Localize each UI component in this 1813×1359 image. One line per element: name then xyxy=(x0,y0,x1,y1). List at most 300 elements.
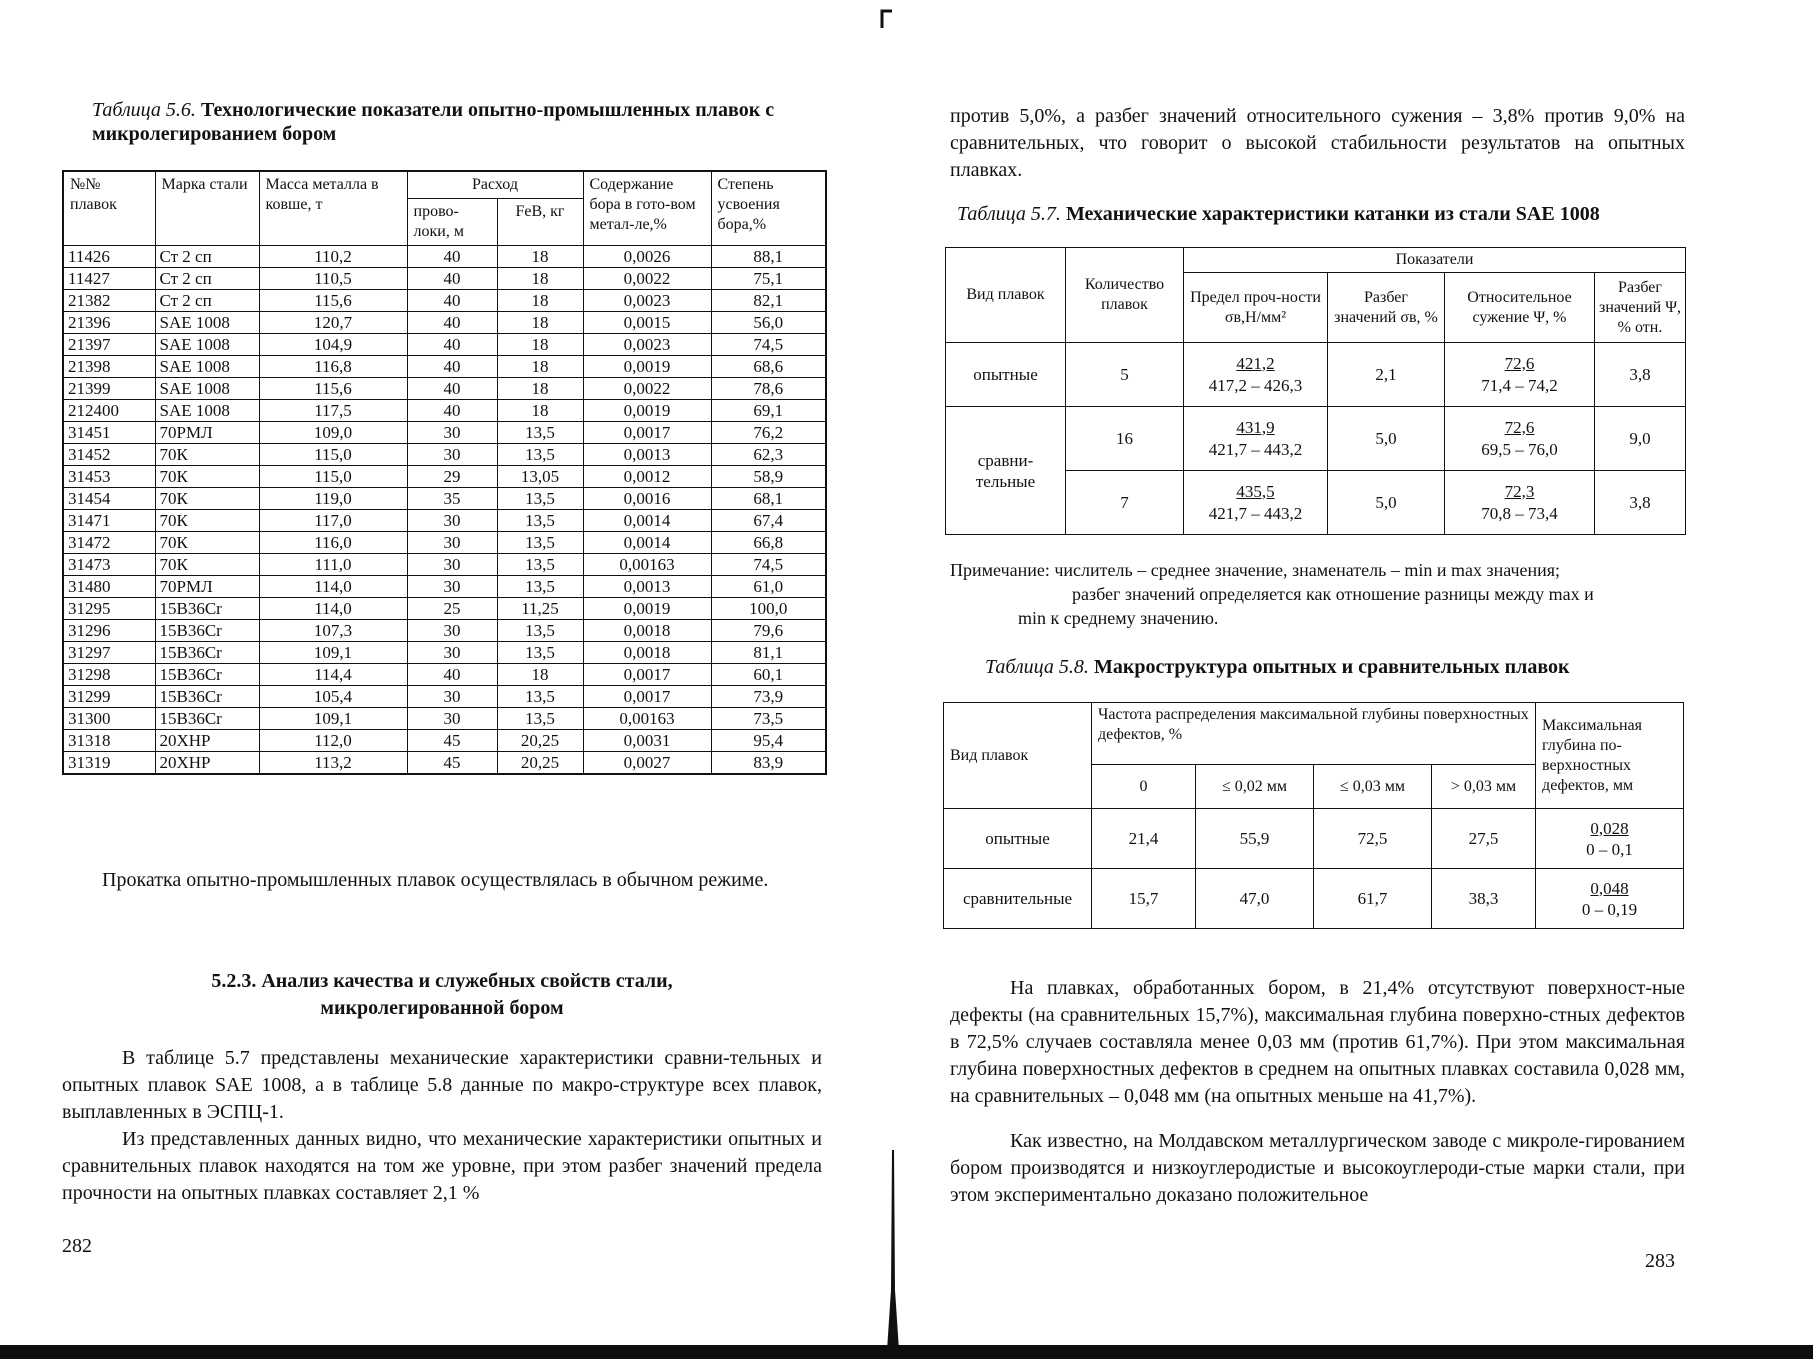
contraction-spread: 3,8 xyxy=(1595,471,1686,535)
cell-mass: 117,5 xyxy=(259,400,407,422)
contraction-mean: 72,6 xyxy=(1504,417,1535,437)
cell-le-002: 55,9 xyxy=(1196,809,1314,869)
cell-feb: 13,5 xyxy=(497,488,583,510)
cell-boron: 0,0022 xyxy=(583,378,711,400)
cell-feb: 18 xyxy=(497,290,583,312)
contraction-range: 71,4 – 74,2 xyxy=(1481,375,1558,395)
cell-melt-no: 11427 xyxy=(63,268,155,290)
cell-wire: 35 xyxy=(407,488,497,510)
depth-fraction xyxy=(1536,809,1684,869)
strength-mean: 431,9 xyxy=(1236,417,1275,437)
cell-degree: 58,9 xyxy=(711,466,826,488)
right-paragraph-2-text: Как известно, на Молдавском металлургическом заводе с микроле-гированием бором производятся и низкоуглеродистые и высокоуглероди-стые марки стали, при этом экспериментально доказано положительное xyxy=(950,1130,1685,1206)
cell-boron: 0,0019 xyxy=(583,598,711,620)
cell-wire: 40 xyxy=(407,246,497,268)
strength-mean: 435,5 xyxy=(1236,481,1275,501)
cell-degree: 67,4 xyxy=(711,510,826,532)
cell-feb: 18 xyxy=(497,400,583,422)
depth-fraction xyxy=(1536,869,1684,929)
table-5-8 xyxy=(943,702,1684,929)
table-row xyxy=(63,620,826,642)
section-heading xyxy=(62,968,822,1022)
cell-boron: 0,0017 xyxy=(583,664,711,686)
table-row xyxy=(63,422,826,444)
table-5-7-note xyxy=(950,558,1690,630)
col-header-count: Количество плавок xyxy=(1066,248,1184,343)
table-5-6-caption-title: Технологические показатели опытно-промышленных плавок с микролегированием бором xyxy=(92,99,775,145)
table-row xyxy=(63,488,826,510)
section-heading-line-2: микролегированной бором xyxy=(320,997,564,1019)
cell-wire: 30 xyxy=(407,642,497,664)
cell-degree: 73,5 xyxy=(711,708,826,730)
cell-grade: 15B36Cr xyxy=(155,664,259,686)
cell-le-002: 47,0 xyxy=(1196,869,1314,929)
cell-melt-no: 21396 xyxy=(63,312,155,334)
cell-feb: 13,5 xyxy=(497,686,583,708)
cell-degree: 69,1 xyxy=(711,400,826,422)
col-header-strength: Предел проч-ности σв,Н/мм² xyxy=(1184,273,1328,343)
cell-degree: 74,5 xyxy=(711,554,826,576)
table-5-7-caption xyxy=(957,202,1697,226)
col-header-max-depth: Максимальная глубина по-верхностных дефектов, мм xyxy=(1536,703,1684,809)
table-5-6-caption xyxy=(92,98,822,146)
cell-melt-no: 31297 xyxy=(63,642,155,664)
contraction-range: 69,5 – 76,0 xyxy=(1481,439,1558,459)
cell-degree: 73,9 xyxy=(711,686,826,708)
cell-wire: 30 xyxy=(407,532,497,554)
depth-range: 0 – 0,1 xyxy=(1586,839,1633,859)
cell-gt-003: 38,3 xyxy=(1432,869,1536,929)
cell-melt-no: 31300 xyxy=(63,708,155,730)
strength-spread: 2,1 xyxy=(1328,343,1445,407)
cell-mass: 109,0 xyxy=(259,422,407,444)
table-5-8-caption xyxy=(985,655,1705,679)
cell-feb: 18 xyxy=(497,246,583,268)
cell-grade: Ст 2 сп xyxy=(155,268,259,290)
cell-grade: 15B36Cr xyxy=(155,642,259,664)
cell-grade: 70К xyxy=(155,554,259,576)
table-row xyxy=(946,407,1686,471)
cell-feb: 18 xyxy=(497,334,583,356)
cell-feb: 13,5 xyxy=(497,576,583,598)
depth-mean: 0,028 xyxy=(1590,818,1629,838)
cell-wire: 45 xyxy=(407,752,497,775)
cell-feb: 13,5 xyxy=(497,642,583,664)
cell-grade: 20ХНР xyxy=(155,752,259,775)
strength-fraction xyxy=(1184,471,1328,535)
cell-boron: 0,0014 xyxy=(583,510,711,532)
cell-degree: 68,1 xyxy=(711,488,826,510)
table-5-8-caption-title: Макроструктура опытных и сравнительных плавок xyxy=(1093,656,1570,678)
cell-degree: 62,3 xyxy=(711,444,826,466)
cell-degree: 83,9 xyxy=(711,752,826,775)
cell-le-003: 72,5 xyxy=(1314,809,1432,869)
rolling-text: Прокатка опытно-промышленных плавок осуществлялась в обычном режиме. xyxy=(102,869,769,891)
cell-mass: 109,1 xyxy=(259,708,407,730)
cell-mass: 110,5 xyxy=(259,268,407,290)
cell-mass: 115,6 xyxy=(259,290,407,312)
cell-wire: 30 xyxy=(407,422,497,444)
table-row xyxy=(63,752,826,775)
section-heading-line-1: 5.2.3. Анализ качества и служебных свойств стали, xyxy=(211,970,673,992)
cell-grade: 20ХНР xyxy=(155,730,259,752)
cell-grade: 70К xyxy=(155,532,259,554)
left-page xyxy=(0,0,905,1359)
cell-grade: 70К xyxy=(155,488,259,510)
row-type: сравни-тельные xyxy=(946,407,1066,535)
cell-grade: 15B36Cr xyxy=(155,620,259,642)
col-header-degree: Степень усвоения бора,% xyxy=(711,171,826,246)
cell-le-003: 61,7 xyxy=(1314,869,1432,929)
rolling-paragraph xyxy=(62,867,822,894)
cell-melt-no: 31296 xyxy=(63,620,155,642)
cell-melt-no: 31318 xyxy=(63,730,155,752)
cell-feb: 13,5 xyxy=(497,444,583,466)
right-paragraph-1-text: На плавках, обработанных бором, в 21,4% отсутствуют поверхност-ные дефекты (на сравнительных 15,7%), максимальная глубина поверхно-стных дефектов в 72,5% случаев составляла менее 0,03 мм (против 61,7%). При этом максимальная глубина поверхностных дефектов в среднем на опытных плавках составила 0,028 мм, на сравнительных – 0,048 мм (на опытных меньше на 41,7%). xyxy=(950,977,1685,1107)
strength-fraction xyxy=(1184,407,1328,471)
cell-mass: 109,1 xyxy=(259,642,407,664)
cell-wire: 40 xyxy=(407,400,497,422)
cell-mass: 116,0 xyxy=(259,532,407,554)
table-row xyxy=(63,686,826,708)
cell-degree: 78,6 xyxy=(711,378,826,400)
cell-melt-no: 212400 xyxy=(63,400,155,422)
cell-mass: 115,0 xyxy=(259,466,407,488)
depth-range: 0 – 0,19 xyxy=(1581,899,1638,919)
table-row xyxy=(63,246,826,268)
cell-mass: 119,0 xyxy=(259,488,407,510)
cell-melt-no: 31298 xyxy=(63,664,155,686)
col-header-gt-003: > 0,03 мм xyxy=(1432,765,1536,809)
cell-grade: 70РМЛ xyxy=(155,422,259,444)
cell-boron: 0,0014 xyxy=(583,532,711,554)
table-row xyxy=(63,598,826,620)
cell-feb: 18 xyxy=(497,356,583,378)
cell-zero: 15,7 xyxy=(1092,869,1196,929)
cell-feb: 13,5 xyxy=(497,422,583,444)
strength-range: 421,7 – 443,2 xyxy=(1208,503,1303,523)
row-type: сравнительные xyxy=(944,869,1092,929)
cell-feb: 18 xyxy=(497,268,583,290)
cell-grade: SAE 1008 xyxy=(155,334,259,356)
cell-wire: 30 xyxy=(407,510,497,532)
cell-melt-no: 31454 xyxy=(63,488,155,510)
cell-degree: 76,2 xyxy=(711,422,826,444)
strength-spread: 5,0 xyxy=(1328,471,1445,535)
strength-range: 421,7 – 443,2 xyxy=(1208,439,1303,459)
cell-grade: 70К xyxy=(155,510,259,532)
strength-spread: 5,0 xyxy=(1328,407,1445,471)
row-count: 16 xyxy=(1066,407,1184,471)
table-row xyxy=(63,466,826,488)
cell-wire: 30 xyxy=(407,620,497,642)
cell-degree: 82,1 xyxy=(711,290,826,312)
cell-wire: 40 xyxy=(407,290,497,312)
cell-mass: 114,0 xyxy=(259,576,407,598)
cell-melt-no: 21398 xyxy=(63,356,155,378)
row-type: опытные xyxy=(944,809,1092,869)
cell-boron: 0,0019 xyxy=(583,400,711,422)
cell-boron: 0,0023 xyxy=(583,334,711,356)
col-header-le-003: ≤ 0,03 мм xyxy=(1314,765,1432,809)
cell-degree: 61,0 xyxy=(711,576,826,598)
cell-boron: 0,0022 xyxy=(583,268,711,290)
col-header-feb: FeB, кг xyxy=(497,199,583,246)
cell-mass: 115,0 xyxy=(259,444,407,466)
book-spine-shadow xyxy=(886,1150,900,1350)
table-5-6-body xyxy=(63,246,826,775)
scan-bottom-edge xyxy=(0,1345,1813,1359)
depth-mean: 0,048 xyxy=(1590,878,1629,898)
cell-melt-no: 31452 xyxy=(63,444,155,466)
cell-degree: 74,5 xyxy=(711,334,826,356)
left-paragraph-2-text: Из представленных данных видно, что механические характеристики опытных и сравнительных плавок находятся на том же уровне, при этом разбег значений предела прочности на опытных плавках составляет 2,1 % xyxy=(62,1128,822,1204)
table-row xyxy=(63,290,826,312)
cell-boron: 0,00163 xyxy=(583,554,711,576)
cell-zero: 21,4 xyxy=(1092,809,1196,869)
note-line-1: Примечание: числитель – среднее значение, знаменатель – min и max значения; xyxy=(950,560,1561,580)
table-row xyxy=(63,334,826,356)
cell-mass: 120,7 xyxy=(259,312,407,334)
table-5-7-caption-label: Таблица 5.7. xyxy=(957,203,1061,225)
table-5-7-caption-title: Механические характеристики катанки из стали SAE 1008 xyxy=(1065,203,1600,225)
col-header-consumption: Расход xyxy=(407,171,583,199)
contraction-range: 70,8 – 73,4 xyxy=(1481,503,1558,523)
cell-feb: 11,25 xyxy=(497,598,583,620)
contraction-fraction xyxy=(1445,471,1595,535)
cell-degree: 81,1 xyxy=(711,642,826,664)
cell-wire: 30 xyxy=(407,554,497,576)
cell-melt-no: 31451 xyxy=(63,422,155,444)
cell-feb: 13,05 xyxy=(497,466,583,488)
table-5-6-caption-label: Таблица 5.6. xyxy=(92,99,196,121)
cell-wire: 29 xyxy=(407,466,497,488)
row-type: опытные xyxy=(946,343,1066,407)
cell-wire: 40 xyxy=(407,268,497,290)
table-row xyxy=(63,664,826,686)
cell-degree: 79,6 xyxy=(711,620,826,642)
table-row xyxy=(63,268,826,290)
col-header-indicators: Показатели xyxy=(1184,248,1686,273)
cell-melt-no: 11426 xyxy=(63,246,155,268)
table-row xyxy=(63,378,826,400)
table-row xyxy=(63,400,826,422)
contraction-spread: 9,0 xyxy=(1595,407,1686,471)
strength-fraction xyxy=(1184,343,1328,407)
cell-feb: 13,5 xyxy=(497,620,583,642)
table-row xyxy=(944,809,1684,869)
cell-grade: SAE 1008 xyxy=(155,378,259,400)
col-header-le-002: ≤ 0,02 мм xyxy=(1196,765,1314,809)
table-row xyxy=(63,532,826,554)
row-count: 5 xyxy=(1066,343,1184,407)
contraction-mean: 72,3 xyxy=(1504,481,1535,501)
cell-melt-no: 31299 xyxy=(63,686,155,708)
cell-wire: 45 xyxy=(407,730,497,752)
cell-grade: 15B36Cr xyxy=(155,598,259,620)
cell-degree: 66,8 xyxy=(711,532,826,554)
note-line-3: min к среднему значению. xyxy=(1018,608,1219,628)
col-header-strength-spread: Разбег значений σв, % xyxy=(1328,273,1445,343)
cell-boron: 0,0016 xyxy=(583,488,711,510)
cell-boron: 0,0012 xyxy=(583,466,711,488)
strength-mean: 421,2 xyxy=(1236,353,1275,373)
cell-wire: 40 xyxy=(407,312,497,334)
page-number-left: 282 xyxy=(62,1235,92,1257)
contraction-fraction xyxy=(1445,407,1595,471)
cell-grade: SAE 1008 xyxy=(155,312,259,334)
cell-feb: 18 xyxy=(497,312,583,334)
cell-degree: 68,6 xyxy=(711,356,826,378)
table-row xyxy=(63,708,826,730)
cell-boron: 0,0015 xyxy=(583,312,711,334)
table-5-6 xyxy=(62,170,827,775)
right-paragraph-1 xyxy=(950,975,1685,1110)
left-paragraph-2 xyxy=(62,1126,822,1207)
cell-wire: 30 xyxy=(407,576,497,598)
table-row xyxy=(63,576,826,598)
cell-melt-no: 21382 xyxy=(63,290,155,312)
cell-boron: 0,0013 xyxy=(583,576,711,598)
right-top-paragraph xyxy=(950,103,1685,184)
strength-range: 417,2 – 426,3 xyxy=(1208,375,1303,395)
cell-feb: 13,5 xyxy=(497,510,583,532)
table-row xyxy=(63,554,826,576)
cell-melt-no: 31480 xyxy=(63,576,155,598)
table-row xyxy=(63,356,826,378)
cell-wire: 25 xyxy=(407,598,497,620)
cell-wire: 40 xyxy=(407,356,497,378)
cell-feb: 20,25 xyxy=(497,752,583,775)
cell-grade: SAE 1008 xyxy=(155,356,259,378)
cell-wire: 30 xyxy=(407,686,497,708)
cell-boron: 0,0018 xyxy=(583,620,711,642)
cell-melt-no: 31453 xyxy=(63,466,155,488)
table-row xyxy=(63,730,826,752)
cell-melt-no: 31472 xyxy=(63,532,155,554)
note-line-2: разбег значений определяется как отношение разницы между max и xyxy=(1072,584,1594,604)
cell-boron: 0,0017 xyxy=(583,686,711,708)
table-row xyxy=(946,343,1686,407)
cell-grade: 70К xyxy=(155,466,259,488)
cell-mass: 117,0 xyxy=(259,510,407,532)
table-5-7 xyxy=(945,247,1686,535)
page-number-right: 283 xyxy=(1645,1250,1675,1272)
contraction-fraction xyxy=(1445,343,1595,407)
cell-boron: 0,0017 xyxy=(583,422,711,444)
table-row xyxy=(63,444,826,466)
cell-melt-no: 31473 xyxy=(63,554,155,576)
cell-grade: 70РМЛ xyxy=(155,576,259,598)
left-paragraph-1-text: В таблице 5.7 представлены механические характеристики сравни-тельных и опытных плавок SAE 1008, а в таблице 5.8 данные по макро-структуре всех плавок, выплавленных в ЭСПЦ-1. xyxy=(62,1047,822,1123)
right-paragraph-2 xyxy=(950,1128,1685,1209)
cell-grade: SAE 1008 xyxy=(155,400,259,422)
cell-melt-no: 31471 xyxy=(63,510,155,532)
contraction-mean: 72,6 xyxy=(1504,353,1535,373)
cell-grade: 15B36Cr xyxy=(155,686,259,708)
cell-grade: 15B36Cr xyxy=(155,708,259,730)
cell-boron: 0,0013 xyxy=(583,444,711,466)
cell-feb: 13,5 xyxy=(497,708,583,730)
col-header-boron: Содержание бора в гото-вом метал-ле,% xyxy=(583,171,711,246)
cell-degree: 60,1 xyxy=(711,664,826,686)
col-header-zero: 0 xyxy=(1092,765,1196,809)
right-top-paragraph-text: против 5,0%, а разбег значений относительного сужения – 3,8% против 9,0% на сравнительных, что говорит о высокой стабильности результатов на опытных плавках. xyxy=(950,105,1685,181)
col-header-contraction-spread: Разбег значений Ψ, % отн. xyxy=(1595,273,1686,343)
cell-mass: 116,8 xyxy=(259,356,407,378)
cell-boron: 0,0019 xyxy=(583,356,711,378)
cell-wire: 30 xyxy=(407,444,497,466)
cell-gt-003: 27,5 xyxy=(1432,809,1536,869)
cell-mass: 113,2 xyxy=(259,752,407,775)
cell-feb: 18 xyxy=(497,664,583,686)
col-header-type: Вид плавок xyxy=(944,703,1092,809)
cell-mass: 112,0 xyxy=(259,730,407,752)
cell-degree: 95,4 xyxy=(711,730,826,752)
cell-grade: 70К xyxy=(155,444,259,466)
cell-degree: 88,1 xyxy=(711,246,826,268)
col-header-frequency: Частота распределения максимальной глубины поверхностных дефектов, % xyxy=(1092,703,1536,765)
cell-degree: 56,0 xyxy=(711,312,826,334)
cell-boron: 0,00163 xyxy=(583,708,711,730)
cell-wire: 40 xyxy=(407,334,497,356)
col-header-mass: Масса металла в ковше, т xyxy=(259,171,407,246)
cell-grade: Ст 2 сп xyxy=(155,246,259,268)
cell-mass: 107,3 xyxy=(259,620,407,642)
cell-melt-no: 31295 xyxy=(63,598,155,620)
cell-feb: 13,5 xyxy=(497,532,583,554)
cell-boron: 0,0018 xyxy=(583,642,711,664)
cell-degree: 100,0 xyxy=(711,598,826,620)
cell-boron: 0,0026 xyxy=(583,246,711,268)
right-page xyxy=(905,0,1813,1359)
cell-mass: 111,0 xyxy=(259,554,407,576)
cell-boron: 0,0023 xyxy=(583,290,711,312)
cell-mass: 104,9 xyxy=(259,334,407,356)
cell-melt-no: 31319 xyxy=(63,752,155,775)
cell-wire: 40 xyxy=(407,378,497,400)
table-row xyxy=(63,312,826,334)
cell-boron: 0,0031 xyxy=(583,730,711,752)
cell-wire: 30 xyxy=(407,708,497,730)
cell-melt-no: 21399 xyxy=(63,378,155,400)
left-paragraph-1 xyxy=(62,1045,822,1126)
col-header-contraction: Относительное сужение Ψ, % xyxy=(1445,273,1595,343)
cell-grade: Ст 2 сп xyxy=(155,290,259,312)
table-row xyxy=(944,869,1684,929)
cell-boron: 0,0027 xyxy=(583,752,711,775)
cell-melt-no: 21397 xyxy=(63,334,155,356)
cell-mass: 115,6 xyxy=(259,378,407,400)
cell-mass: 114,4 xyxy=(259,664,407,686)
col-header-grade: Марка стали xyxy=(155,171,259,246)
cell-mass: 105,4 xyxy=(259,686,407,708)
cell-feb: 13,5 xyxy=(497,554,583,576)
col-header-type: Вид плавок xyxy=(946,248,1066,343)
table-row xyxy=(63,642,826,664)
cell-feb: 18 xyxy=(497,378,583,400)
col-header-wire: прово-локи, м xyxy=(407,199,497,246)
table-row xyxy=(63,510,826,532)
table-5-8-caption-label: Таблица 5.8. xyxy=(985,656,1089,678)
cell-mass: 114,0 xyxy=(259,598,407,620)
contraction-spread: 3,8 xyxy=(1595,343,1686,407)
col-header-melt-no: №№ плавок xyxy=(63,171,155,246)
cell-degree: 75,1 xyxy=(711,268,826,290)
row-count: 7 xyxy=(1066,471,1184,535)
cell-wire: 40 xyxy=(407,664,497,686)
cell-mass: 110,2 xyxy=(259,246,407,268)
